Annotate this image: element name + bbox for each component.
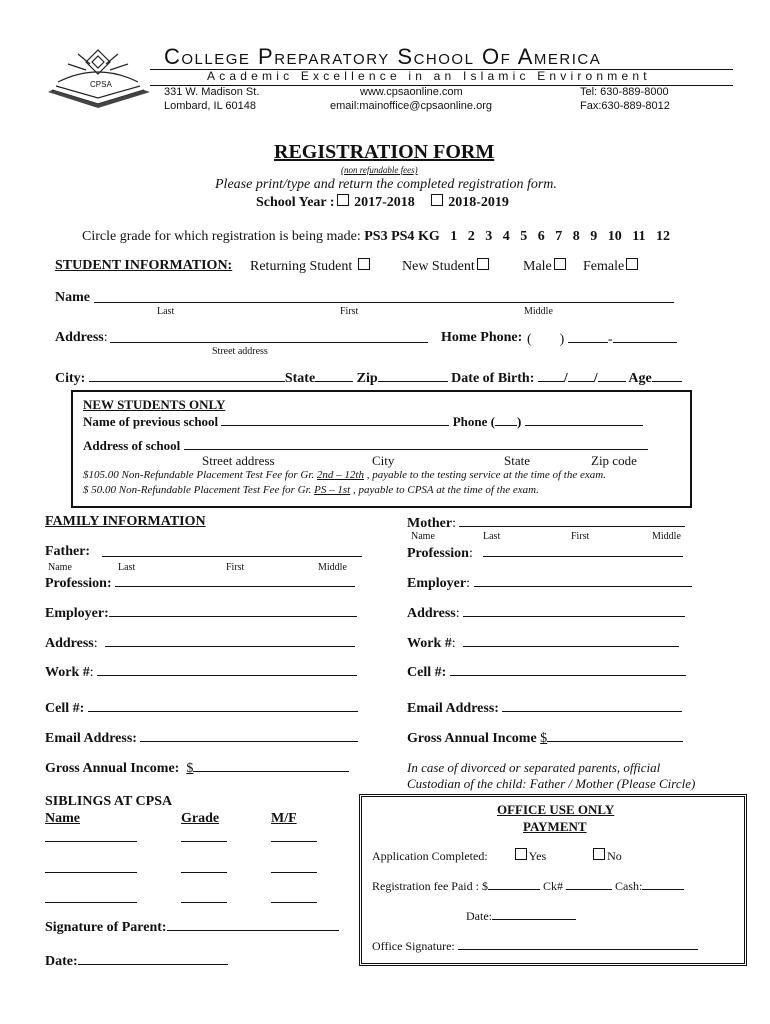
father-profession-row: Profession: (45, 574, 355, 592)
returning-student-checkbox[interactable] (358, 258, 370, 270)
office-signature-label: Office Signature: (372, 939, 455, 953)
city-field[interactable] (89, 369, 285, 382)
grade-5[interactable]: 5 (520, 229, 528, 244)
family-info-heading: FAMILY INFORMATION (45, 514, 206, 529)
school-city-caption: City (372, 453, 395, 468)
logo-text: CPSA (90, 80, 112, 89)
fee2-text-a: $ 50.00 Non-Refundable Placement Test Fee for Gr. (83, 484, 312, 496)
siblings-grade-header: Grade (181, 811, 220, 826)
grade-11[interactable]: 11 (632, 229, 646, 244)
father-employer-row: Employer: (45, 604, 357, 622)
reg-fee-field[interactable] (488, 877, 540, 890)
year-2018-checkbox[interactable] (431, 194, 443, 206)
siblings-heading: SIBLINGS AT CPSA (45, 794, 173, 809)
new-student-option (402, 258, 491, 275)
parent-signature-row (45, 918, 339, 936)
grade-9[interactable]: 9 (590, 229, 598, 244)
grade-kg[interactable]: KG (417, 229, 440, 244)
zip-label: Zip (356, 371, 378, 386)
student-info-heading: STUDENT INFORMATION: (55, 258, 233, 273)
grade-4[interactable]: 4 (502, 229, 510, 244)
city-row: City: State Zip Date of Birth: / / Age (55, 369, 682, 387)
mother-email-label: Email Address: (407, 701, 499, 716)
age-field[interactable] (652, 369, 682, 382)
grade-3[interactable]: 3 (485, 229, 493, 244)
male-label: Male (523, 259, 552, 274)
year-2017-checkbox[interactable] (337, 194, 349, 206)
date-row (45, 952, 228, 970)
father-label: Father: (45, 544, 91, 559)
dob-month-field[interactable] (538, 369, 564, 382)
office-signature-row (372, 937, 698, 954)
mother-middle-caption: Middle (652, 531, 681, 542)
mother-employer-field[interactable] (474, 574, 692, 587)
application-no-label: No (607, 849, 622, 863)
student-name-row (55, 290, 90, 306)
fee2-grade: PS – 1st (314, 484, 351, 496)
office-date-row (466, 907, 576, 924)
school-website: www.cpsaonline.com (360, 86, 463, 98)
father-cell-row (45, 699, 358, 717)
prev-school-row: Name of previous school Phone ( ) (83, 413, 643, 430)
sibling-1-grade-field[interactable] (181, 841, 227, 842)
father-employer-field[interactable] (109, 604, 357, 617)
grade-6[interactable]: 6 (537, 229, 545, 244)
mother-profession-row: Profession: (407, 544, 683, 562)
office-date-field[interactable] (492, 907, 576, 920)
grade-8[interactable]: 8 (572, 229, 580, 244)
new-students-heading: NEW STUDENTS ONLY (83, 397, 226, 412)
father-income-label: Gross Annual Income: (45, 761, 180, 776)
placement-fee-1 (83, 469, 606, 481)
reg-fee-row (372, 877, 684, 894)
state-field[interactable] (315, 369, 353, 382)
dob-label: Date of Birth (451, 371, 530, 386)
mother-email-row (407, 699, 682, 717)
custodian-note-1: In case of divorced or separated parents, official (407, 760, 661, 775)
zip-field[interactable] (378, 369, 448, 382)
school-address-2: Lombard, IL 60148 (164, 100, 256, 112)
grade-10[interactable]: 10 (607, 229, 622, 244)
siblings-name-header: Name (45, 811, 80, 826)
father-address-field[interactable] (105, 634, 355, 647)
fees-note: (non refundable fees) (341, 165, 418, 175)
school-address-row (83, 437, 648, 454)
father-email-label: Email Address: (45, 731, 137, 746)
male-option (523, 258, 568, 275)
siblings-mf-header: M/F (271, 811, 297, 826)
mother-cell-row (407, 663, 686, 681)
prev-school-field[interactable] (221, 413, 449, 426)
father-profession-field[interactable] (115, 574, 355, 587)
father-email-field[interactable] (140, 729, 358, 742)
father-name-caption: Name (48, 562, 72, 573)
father-email-row (45, 729, 358, 747)
ck-label: Ck# (542, 879, 563, 893)
application-no-checkbox[interactable] (593, 848, 605, 860)
student-address-label: Address: (55, 330, 108, 345)
father-cell-field[interactable] (88, 699, 358, 712)
date-field[interactable] (78, 952, 228, 965)
prev-school-phone-field[interactable] (525, 413, 643, 426)
father-income-row: Gross Annual Income: $ (45, 759, 349, 777)
father-profession-label: Profession (45, 576, 107, 591)
grade-row (82, 229, 670, 245)
fee1-text-a: $105.00 Non-Refundable Placement Test Fee for Gr. (83, 469, 315, 481)
mother-name-field[interactable] (459, 514, 685, 527)
grade-7[interactable]: 7 (555, 229, 563, 244)
city-label: City: (55, 371, 86, 386)
mother-cell-field[interactable] (450, 663, 686, 676)
mother-income-label: Gross Annual Income (407, 731, 537, 746)
father-work-row: Work #: (45, 663, 357, 681)
school-name: College Preparatory School Of America (164, 44, 602, 69)
state-label: State (284, 371, 316, 386)
new-student-checkbox[interactable] (477, 258, 489, 270)
school-address-field[interactable] (184, 437, 648, 450)
father-income-field[interactable] (193, 759, 349, 772)
form-instruction: Please print/type and return the completed registration form. (215, 177, 557, 192)
fee1-text-b: , payable to the testing service at the time of the exam. (366, 469, 606, 481)
dob-year-field[interactable] (598, 369, 626, 382)
student-last-caption: Last (157, 306, 175, 317)
ck-field[interactable] (566, 877, 612, 890)
female-option (583, 258, 640, 275)
sibling-2-name-field[interactable] (45, 872, 137, 873)
sibling-3-mf-field[interactable] (271, 902, 317, 903)
female-label: Female (583, 259, 625, 274)
office-heading: OFFICE USE ONLY (497, 802, 615, 817)
father-work-label: Work # (45, 665, 90, 680)
father-first-caption: First (226, 562, 245, 573)
sibling-1-name-field[interactable] (45, 841, 137, 842)
female-checkbox[interactable] (626, 258, 638, 270)
grade-ps3[interactable]: PS3 (364, 229, 388, 244)
prev-school-label: Name of previous school (83, 414, 219, 429)
father-address-label: Address (45, 636, 94, 651)
placement-fee-2 (83, 484, 539, 496)
male-checkbox[interactable] (554, 258, 566, 270)
cash-label: Cash: (615, 879, 643, 893)
reg-fee-label: Registration fee Paid : $ (372, 879, 488, 893)
grade-1[interactable]: 1 (450, 229, 458, 244)
dob-day-field[interactable] (568, 369, 594, 382)
father-middle-caption: Middle (318, 562, 347, 573)
home-phone-label: Home Phone: (441, 330, 523, 345)
office-signature-field[interactable] (458, 937, 698, 950)
mother-income-field[interactable] (547, 729, 683, 742)
returning-student-option (250, 258, 372, 275)
school-address-label: Address of school (83, 438, 181, 453)
student-middle-caption: Middle (524, 306, 553, 317)
mother-employer-label: Employer (407, 576, 467, 591)
mother-first-caption: First (571, 531, 590, 542)
returning-student-label: Returning Student (250, 259, 353, 274)
sibling-1-mf-field[interactable] (271, 841, 317, 842)
fee1-grade: 2nd – 12th (316, 469, 364, 481)
grade-ps4[interactable]: PS4 (391, 229, 415, 244)
school-year-label: School Year : (256, 195, 335, 210)
student-first-caption: First (340, 306, 359, 317)
father-last-caption: Last (118, 562, 136, 573)
street-address-caption: Street address (212, 346, 268, 357)
sibling-2-grade-field[interactable] (181, 872, 227, 873)
application-row (372, 848, 622, 864)
mother-work-field[interactable] (463, 634, 679, 647)
father-employer-label: Employer (45, 606, 105, 621)
father-cell-label: Cell #: (45, 701, 85, 716)
prev-school-phone-label: Phone ( (452, 414, 495, 429)
school-state-caption: State (504, 453, 530, 468)
mother-employer-row: Employer: (407, 574, 692, 592)
mother-name-caption: Name (411, 531, 435, 542)
mother-label: Mother (407, 516, 453, 531)
form-title: REGISTRATION FORM (274, 141, 495, 163)
payment-heading: PAYMENT (523, 819, 587, 834)
office-date-label: Date: (466, 909, 492, 923)
mother-work-row: Work #: (407, 634, 679, 652)
application-label: Application Completed: (372, 849, 488, 863)
application-yes-label: Yes (528, 849, 547, 863)
parent-signature-field[interactable] (167, 918, 339, 931)
age-label: Age (628, 371, 652, 386)
student-address-field[interactable] (110, 331, 428, 343)
custodian-note-2: Custodian of the child: Father / Mother (Please Circle) (407, 776, 696, 791)
fee2-text-b: , payable to CPSA at the time of the exam. (352, 484, 539, 496)
grade-2[interactable]: 2 (467, 229, 475, 244)
date-label: Date: (45, 954, 78, 969)
father-work-field[interactable] (97, 663, 357, 676)
school-email: email:mainoffice@cpsaonline.org (330, 100, 492, 112)
school-zip-caption: Zip code (591, 453, 637, 468)
student-address-text: Address (55, 330, 104, 345)
cash-field[interactable] (642, 877, 684, 890)
grade-12[interactable]: 12 (655, 229, 670, 244)
school-address-1: 331 W. Madison St. (164, 86, 260, 98)
year-2017-label: 2017-2018 (354, 195, 415, 210)
mother-last-caption: Last (483, 531, 501, 542)
school-tel: Tel: 630-889-8000 (580, 86, 669, 98)
year-2018-label: 2018-2019 (448, 195, 509, 210)
school-street-caption: Street address (202, 453, 275, 468)
mother-address-field[interactable] (463, 604, 685, 617)
mother-profession-label: Profession (407, 546, 469, 561)
mother-work-label: Work # (407, 636, 452, 651)
application-yes-checkbox[interactable] (515, 848, 527, 860)
prev-school-area-field[interactable] (495, 413, 517, 426)
school-year-row (256, 194, 509, 211)
father-address-row: Address: (45, 634, 355, 652)
school-logo (38, 42, 158, 112)
mother-address-label: Address (407, 606, 456, 621)
sibling-3-name-field[interactable] (45, 902, 137, 903)
school-fax: Fax:630-889-8012 (580, 100, 670, 112)
mother-row: Mother: (407, 514, 685, 532)
father-name-field[interactable] (102, 545, 362, 557)
school-tagline: Academic Excellence in an Islamic Environment (207, 69, 651, 83)
home-phone-field[interactable]: ( ) - (527, 330, 677, 348)
mother-income-row: Gross Annual Income $ (407, 729, 683, 747)
student-name-label: Name (55, 290, 90, 305)
sibling-3-grade-field[interactable] (181, 902, 227, 903)
sibling-2-mf-field[interactable] (271, 872, 317, 873)
student-name-field[interactable] (94, 291, 674, 303)
grade-prompt: Circle grade for which registration is being made: (82, 229, 361, 244)
mother-address-row: Address: (407, 604, 685, 622)
parent-signature-label: Signature of Parent: (45, 920, 167, 935)
mother-email-field[interactable] (502, 699, 682, 712)
mother-cell-label: Cell #: (407, 665, 447, 680)
new-student-label: New Student (402, 259, 475, 274)
mother-profession-field[interactable] (483, 544, 683, 557)
